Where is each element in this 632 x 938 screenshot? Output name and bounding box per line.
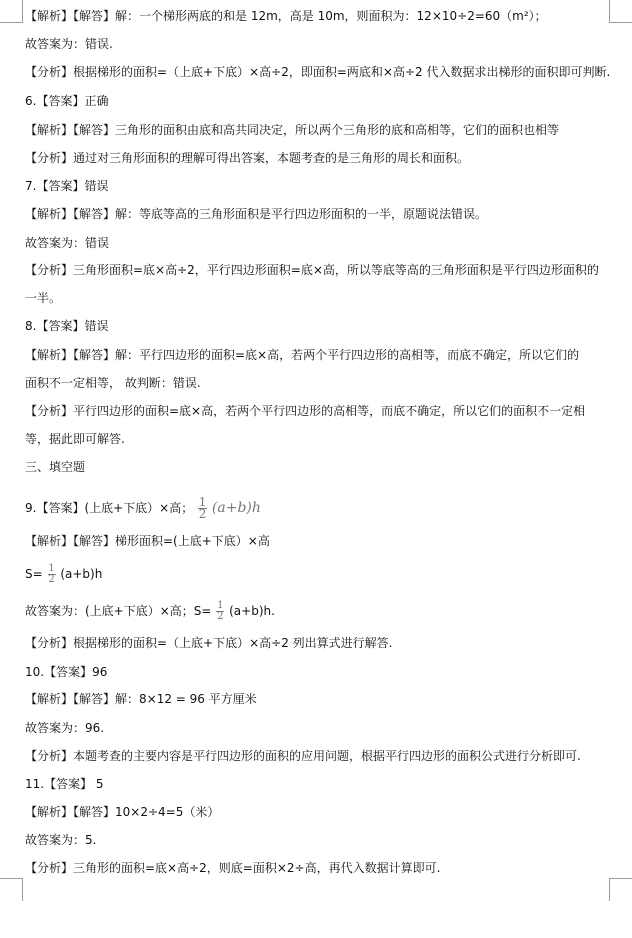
- text-line: 故答案为：错误.: [25, 37, 113, 51]
- fraction: [48, 564, 56, 585]
- text-line: 故答案为：5.: [25, 833, 97, 847]
- text-line: 【解析】【解答】解：一个梯形两底的和是 12m，高是 10m，则面积为：12×10÷2=60（m²）；: [25, 9, 547, 23]
- text-line: 【分析】本题考查的主要内容是平行四边形的面积的应用问题，根据平行四边形的面积公式进行分析即可.: [25, 749, 581, 763]
- text-line: 【解析】【解答】三角形的面积由底和高共同决定，所以两个三角形的底和高相等，它们的面积也相等: [25, 123, 560, 137]
- text-line: 【分析】平行四边形的面积=底×高，若两个平行四边形的高相等，而底不确定，所以它们的面积不一定相: [25, 404, 586, 418]
- fraction-denominator: 2: [217, 611, 224, 622]
- fraction-numerator: 1: [48, 563, 55, 574]
- answer-heading: [25, 497, 261, 520]
- text-line: 【分析】三角形面积=底×高÷2，平行四边形面积=底×高，所以等底等高的三角形面积是平行四边形面积的: [25, 263, 599, 277]
- text-line: 面积不一定相等， 故判断：错误.: [25, 376, 201, 390]
- fraction: [198, 497, 207, 520]
- section-heading: 三、填空题: [25, 460, 86, 474]
- fraction-denominator: 2: [198, 507, 207, 521]
- text-line: 【解析】【解答】解：8×12 = 96 平方厘米: [25, 692, 257, 706]
- text-line: 【解析】【解答】解：平行四边形的面积=底×高，若两个平行四边形的高相等，而底不确定，所以它们的: [25, 348, 580, 362]
- text-line: 故答案为：96.: [25, 721, 105, 735]
- fraction-numerator: 1: [217, 600, 224, 611]
- answer-prefix: 故答案为：(上底+下底）×高；S=: [25, 604, 212, 618]
- formula-prefix: S=: [25, 567, 43, 581]
- page-corner-mark: [609, 878, 632, 901]
- answer-heading: 10.【答案】96: [25, 665, 108, 679]
- text-line: 故答案为：错误: [25, 236, 110, 250]
- page-corner-mark: [609, 0, 632, 23]
- formula: (a+b)h: [211, 500, 261, 516]
- page-corner-mark: [0, 0, 23, 23]
- page-corner-mark: [0, 878, 23, 901]
- fraction-denominator: 2: [48, 574, 55, 585]
- answer-heading: 11.【答案】 5: [25, 777, 104, 791]
- text-line: 【分析】三角形的面积=底×高÷2，则底=面积×2÷高，再代入数据计算即可.: [25, 861, 441, 875]
- text-line: 【分析】根据梯形的面积=（上底+下底）×高÷2 列出算式进行解答.: [25, 636, 393, 650]
- text-line: 【分析】通过对三角形面积的理解可得出答案，本题考查的是三角形的周长和面积。: [25, 151, 470, 165]
- text-line: 【解析】【解答】10×2÷4=5（米）: [25, 805, 220, 819]
- text-line: 一半。: [25, 291, 62, 305]
- fraction-numerator: 1: [198, 495, 207, 509]
- text-line: [25, 601, 275, 622]
- answer-heading: 6.【答案】正确: [25, 94, 109, 108]
- q9-answer-text: 9.【答案】(上底+下底）×高；: [25, 501, 194, 515]
- text-line: 【解析】【解答】梯形面积=(上底+下底）×高: [25, 534, 270, 548]
- answer-heading: 7.【答案】错误: [25, 179, 109, 193]
- formula-line: [25, 564, 102, 585]
- formula-suffix: (a+b)h: [60, 567, 103, 581]
- answer-heading: 8.【答案】错误: [25, 319, 109, 333]
- text-line: 【分析】根据梯形的面积=（上底+下底）×高÷2，即面积=两底和×高÷2 代入数据求出梯形的面积即可判断.: [25, 65, 611, 79]
- text-line: 等，据此即可解答.: [25, 432, 125, 446]
- answer-suffix: (a+b)h.: [229, 604, 275, 618]
- fraction: [216, 601, 224, 622]
- text-line: 【解析】【解答】解：等底等高的三角形面积是平行四边形面积的一半，原题说法错误。: [25, 207, 488, 221]
